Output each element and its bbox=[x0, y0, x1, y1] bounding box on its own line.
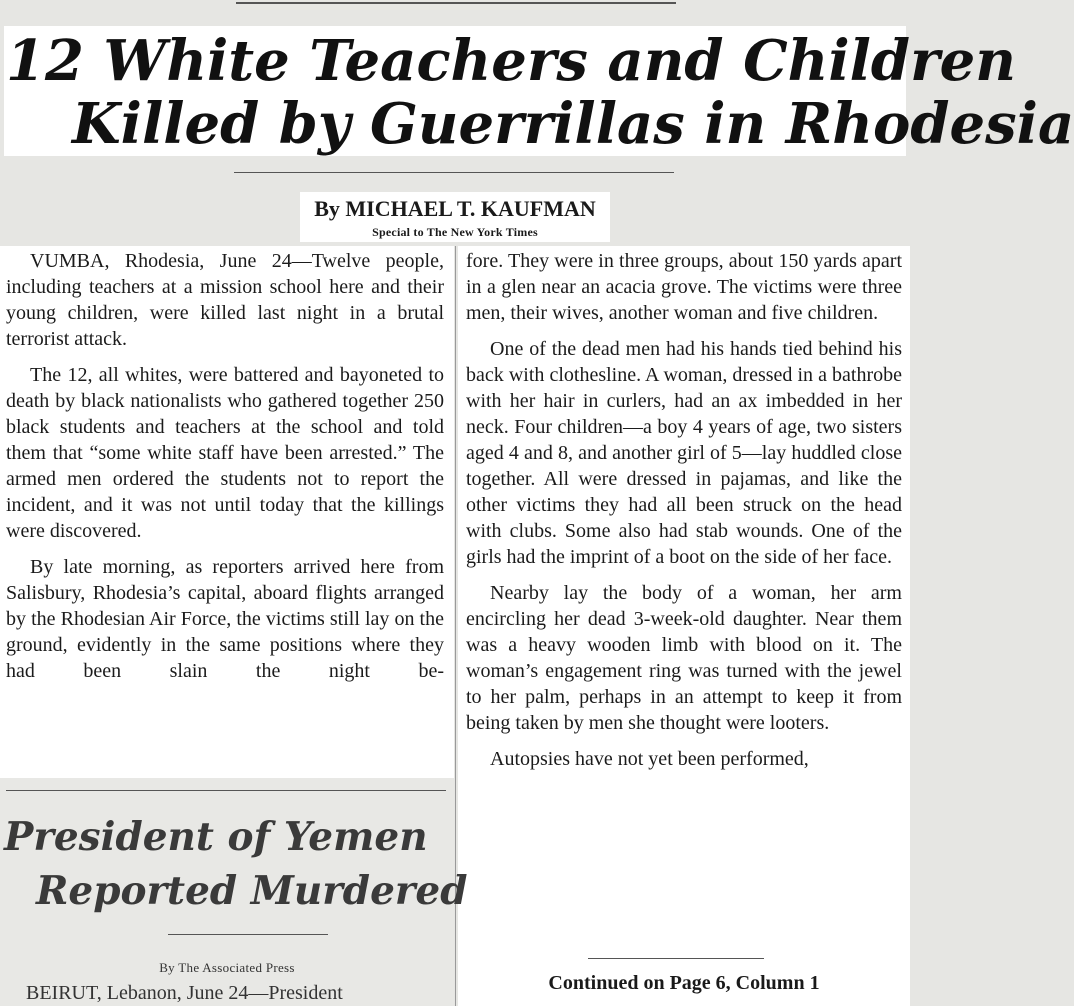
headline-line-2: Killed by Guerrillas in Rhodesia bbox=[72, 91, 1074, 157]
paragraph: Autopsies have not yet been performed, bbox=[490, 748, 809, 770]
byline-block bbox=[300, 192, 610, 242]
paragraph: One of the dead men had his hands tied behind his back with clothesline. A woman, dressed in a bathrobe with her hair in curlers, had an ax imbedded in her neck. Four children—a boy 4 years of age, two sisters aged 4 and 8, and another girl of 5—lay huddled close together. All were dressed in pajamas, and like the other victims they had all been struck on the head with clubs. Some also had stab wounds. One of the girls had the imprint of a boot on the side of her face. bbox=[466, 338, 902, 568]
yemen-headline-line-2: Reported Murdered bbox=[36, 868, 468, 914]
yemen-rule bbox=[168, 934, 328, 935]
section-rule bbox=[6, 790, 446, 791]
continued-rule bbox=[588, 958, 764, 959]
paragraph: Nearby lay the body of a woman, her arm encircling her dead 3-week-old daughter. Near them was a heavy wooden limb with blood on it. The woman’s engagement ring was turned with the jewel to her palm, perhaps in an attempt to keep it from being taken by men she thought were looters. bbox=[466, 582, 902, 734]
yemen-dateline: BEIRUT, Lebanon, June 24—President bbox=[26, 982, 343, 1004]
continued-note: Continued on Page 6, Column 1 bbox=[548, 972, 820, 994]
headline-line-1: 12 White Teachers and Children bbox=[6, 28, 1016, 94]
headline-rule bbox=[234, 172, 674, 173]
main-headline bbox=[4, 26, 1074, 157]
special-credit: Special to The New York Times bbox=[372, 225, 538, 239]
paragraph: fore. They were in three groups, about 150 yards apart in a glen near an acacia grove. The victims were three men, their wives, another woman and five children. bbox=[466, 250, 902, 324]
paragraph: VUMBA, Rhodesia, June 24—Twelve people, including teachers at a mission school here and their young children, were killed last night in a brutal terrorist attack. bbox=[6, 250, 444, 350]
byline: By MICHAEL T. KAUFMAN bbox=[314, 196, 596, 221]
article-column-right bbox=[458, 246, 910, 1006]
article-column-left bbox=[0, 246, 454, 778]
paragraph: By late morning, as reporters arrived here from Salisbury, Rhodesia’s capital, aboard flights arranged by the Rhodesian Air Force, the victims still lay on the ground, evidently in the same positions where they had been slain the night be- bbox=[6, 556, 444, 682]
yemen-headline-line-1: President of Yemen bbox=[4, 814, 428, 860]
wire-credit: By The Associated Press bbox=[159, 960, 295, 975]
top-rule bbox=[236, 2, 676, 4]
paragraph: The 12, all whites, were battered and bayoneted to death by black nationalists who gathered together 250 black students and teachers at the school and told them that “some white staff have been arrested.” The armed men ordered the students not to report the incident, and it was not until today that the killings were discovered. bbox=[6, 364, 444, 542]
